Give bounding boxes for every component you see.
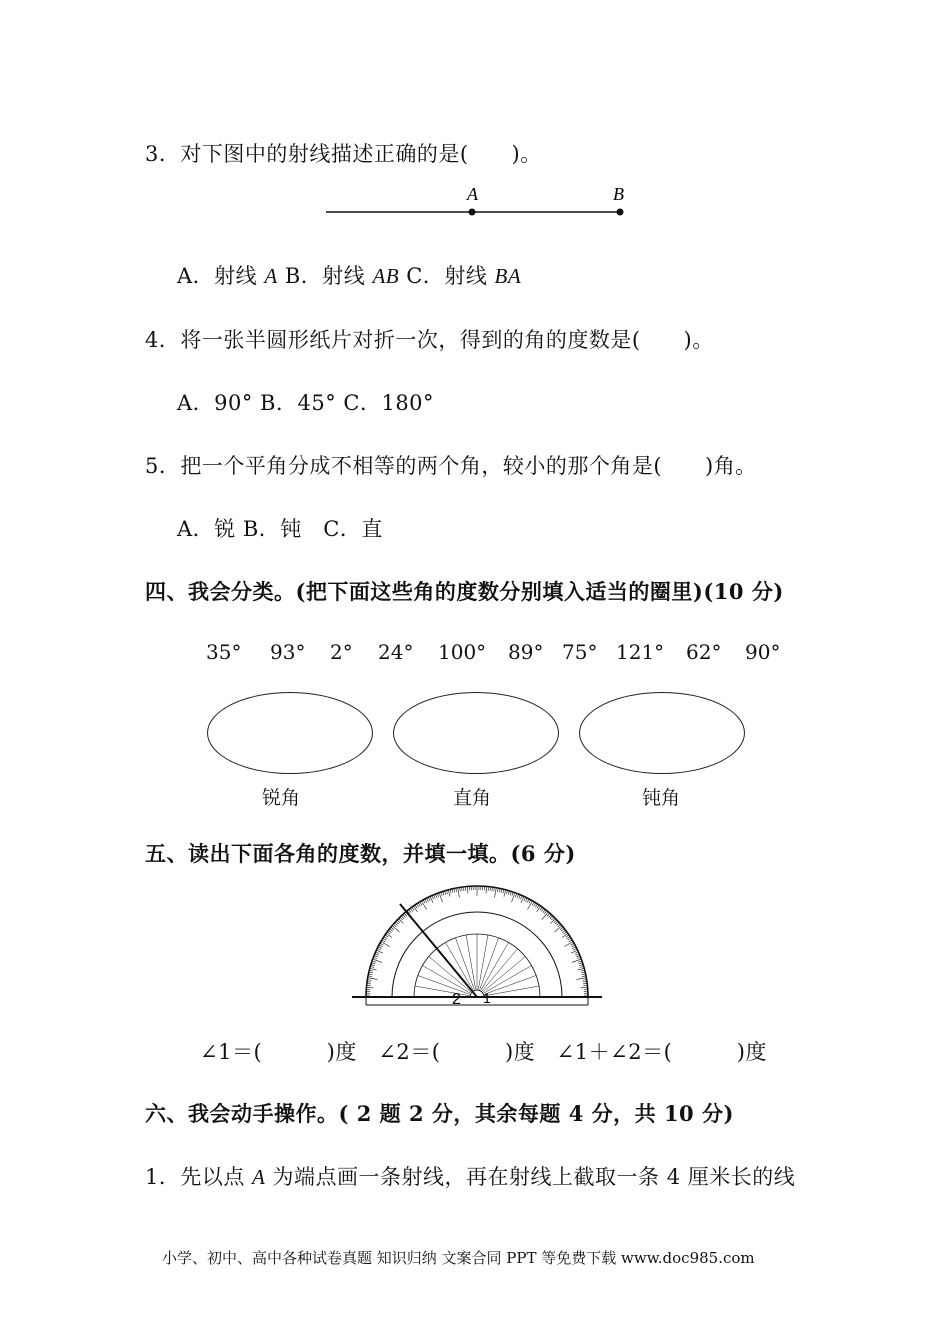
- protractor-tick: [577, 968, 584, 970]
- protractor-tick: [385, 935, 388, 937]
- protractor-spoke: [429, 957, 471, 992]
- protractor-tick: [495, 888, 497, 898]
- degree-value: 62°: [686, 640, 722, 664]
- protractor-tick: [381, 942, 390, 947]
- protractor-tick: [432, 896, 434, 900]
- protractor-tick: [571, 945, 575, 947]
- degree-value: 89°: [508, 640, 544, 664]
- protractor-tick: [562, 933, 568, 937]
- protractor-tick: [366, 987, 373, 988]
- protractor-tick: [434, 895, 436, 899]
- q3-option-c-var: BA: [494, 264, 522, 288]
- acute-angle-oval: [207, 692, 373, 774]
- protractor-tick: [554, 920, 557, 923]
- protractor-tick: [417, 904, 419, 907]
- protractor-tick: [384, 937, 387, 939]
- obtuse-angle-oval: [579, 692, 745, 774]
- protractor-tick: [558, 924, 561, 927]
- angle-2-label: 2: [452, 991, 461, 1008]
- protractor-spoke: [483, 957, 525, 992]
- protractor-tick: [380, 943, 383, 945]
- protractor-tick: [575, 952, 579, 954]
- protractor-tick: [566, 935, 569, 937]
- protractor-tick: [547, 913, 550, 916]
- protractor-tick: [393, 924, 396, 927]
- protractor-tick: [562, 930, 565, 932]
- q3-option-c-text: C．射线: [399, 264, 495, 288]
- protractor-tick: [386, 933, 392, 937]
- section-6-title: 六、我会动手操作。( 2 题 2 分，其余每题 4 分，共 10 分): [145, 1101, 734, 1126]
- acute-angle-label: 锐角: [262, 787, 301, 809]
- protractor-tick: [423, 900, 425, 903]
- protractor-tick: [568, 938, 571, 940]
- section-5-title: 五、读出下面各角的度数，并填一填。(6 分): [145, 841, 576, 866]
- protractor-tick: [415, 905, 417, 908]
- q4-options: A．90° B．45° C．180°: [177, 391, 435, 415]
- protractor-tick: [555, 921, 558, 924]
- q3-options: [177, 260, 521, 290]
- ray-figure: [320, 180, 660, 230]
- protractor-tick: [543, 910, 545, 913]
- protractor-tick: [561, 929, 564, 931]
- obtuse-angle-label: 钝角: [642, 787, 681, 809]
- protractor-tick: [403, 915, 406, 918]
- protractor-tick: [537, 905, 539, 908]
- protractor-spoke: [485, 975, 537, 994]
- degree-value: 24°: [378, 640, 414, 664]
- protractor-tick: [564, 932, 567, 934]
- protractor-tick: [420, 902, 422, 905]
- protractor-tick: [550, 916, 553, 919]
- protractor-tick: [409, 910, 411, 913]
- protractor-tick: [535, 904, 537, 907]
- protractor-tick: [569, 940, 572, 942]
- sec6-q1-var: A: [252, 1165, 266, 1189]
- protractor-spoke: [482, 949, 517, 991]
- protractor-tick: [540, 907, 542, 910]
- q4-stem: 4．将一张半圆形纸片对折一次，得到的角的度数是( )。: [145, 328, 714, 352]
- right-angle-label: 直角: [453, 787, 492, 809]
- protractor-tick: [521, 896, 523, 900]
- protractor-tick: [395, 923, 398, 926]
- protractor: [352, 882, 602, 1012]
- protractor-tick: [576, 978, 586, 980]
- protractor-tick: [425, 899, 427, 903]
- protractor-tick: [390, 929, 393, 931]
- protractor-tick: [486, 886, 487, 893]
- q3-option-b-var: AB: [372, 264, 400, 288]
- protractor-tick: [439, 893, 442, 902]
- degree-value: 35°: [206, 640, 242, 664]
- protractor-tick: [428, 897, 430, 901]
- angle-1-label: 1: [483, 990, 491, 1006]
- protractor-tick: [528, 901, 533, 910]
- section-4-title: 四、我会分类。(把下面这些角的度数分别填入适当的圈里)(10 分): [145, 579, 784, 604]
- protractor-tick: [544, 911, 547, 914]
- protractor-tick: [573, 948, 577, 950]
- degree-value: 75°: [562, 640, 598, 664]
- protractor-tick: [564, 942, 573, 947]
- protractor-tick: [410, 908, 412, 911]
- point-a-label: A: [467, 184, 478, 204]
- protractor-tick: [377, 948, 381, 950]
- sec6-q1-suffix: 为端点画一条射线，再在射线上截取一条 4 厘米长的线: [265, 1165, 796, 1189]
- protractor-tick: [512, 893, 515, 902]
- protractor-tick: [524, 897, 526, 901]
- protractor-tick: [467, 886, 468, 893]
- protractor-tick: [551, 917, 554, 920]
- protractor-tick: [448, 890, 450, 897]
- protractor-tick: [534, 903, 536, 906]
- protractor-tick: [370, 968, 377, 970]
- protractor-tick: [382, 940, 385, 942]
- q3-option-b-text: B．射线: [277, 264, 373, 288]
- q5-options: A．锐 B．钝 C．直: [177, 517, 383, 541]
- protractor-tick: [427, 898, 429, 902]
- page-footer: 小学、初中、高中各种试卷真题 知识归纳 文案合同 PPT 等免费下载 www.doc985.com: [162, 1249, 755, 1267]
- protractor-tick: [551, 919, 556, 924]
- sec6-q1: [145, 1161, 795, 1191]
- protractor-tick: [527, 899, 529, 903]
- protractor-tick: [549, 915, 552, 918]
- protractor-tick: [541, 908, 543, 911]
- protractor-tick: [376, 952, 380, 954]
- protractor-tick: [422, 901, 427, 910]
- protractor-tick: [378, 947, 382, 949]
- protractor-tick: [557, 923, 560, 926]
- protractor-tick: [572, 959, 581, 962]
- protractor-tick: [567, 937, 570, 939]
- protractor-tick: [413, 906, 417, 912]
- protractor-tick: [575, 954, 579, 956]
- protractor-tick: [418, 903, 420, 906]
- degree-value: 2°: [330, 640, 353, 664]
- q3-option-a-var: A: [264, 264, 278, 288]
- protractor-tick: [396, 921, 399, 924]
- angle-blanks: ∠1＝( )度 ∠2＝( )度 ∠1＋∠2＝( )度: [200, 1040, 767, 1064]
- protractor-tick: [526, 898, 528, 902]
- protractor-tick: [519, 895, 521, 899]
- q5-stem: 5．把一个平角分成不相等的两个角，较小的那个角是( )角。: [145, 454, 757, 478]
- protractor-tick: [400, 917, 403, 920]
- degree-value: 90°: [745, 640, 781, 664]
- point-b-label: B: [613, 184, 624, 204]
- protractor-tick: [529, 900, 531, 903]
- protractor-tick: [404, 913, 407, 916]
- protractor-tick: [388, 930, 391, 932]
- protractor-tick: [560, 927, 563, 930]
- protractor-tick: [391, 927, 394, 930]
- protractor-tick: [399, 919, 404, 924]
- protractor-tick: [537, 906, 541, 912]
- protractor-tick: [397, 920, 400, 923]
- protractor-tick: [412, 907, 414, 910]
- protractor-tick: [387, 932, 390, 934]
- degree-value: 121°: [616, 640, 665, 664]
- protractor-tick: [383, 938, 386, 940]
- protractor-tick: [571, 943, 574, 945]
- protractor-tick: [532, 902, 534, 905]
- protractor-tick: [458, 888, 460, 898]
- protractor-tick: [572, 947, 576, 949]
- right-angle-oval: [393, 692, 559, 774]
- degree-value: 100°: [438, 640, 487, 664]
- q3-option-a-text: A．射线: [177, 264, 265, 288]
- protractor-tick: [368, 978, 378, 980]
- protractor-tick: [375, 954, 379, 956]
- q3-stem: 3．对下图中的射线描述正确的是( )。: [145, 142, 542, 166]
- degree-value: 93°: [270, 640, 306, 664]
- protractor-tick: [504, 890, 506, 897]
- protractor-tick: [373, 959, 382, 962]
- protractor-tick: [401, 916, 404, 919]
- protractor-tick: [581, 987, 588, 988]
- sec6-q1-prefix: 1．先以点: [145, 1165, 253, 1189]
- protractor-spoke: [480, 938, 499, 990]
- protractor-tick: [379, 945, 383, 947]
